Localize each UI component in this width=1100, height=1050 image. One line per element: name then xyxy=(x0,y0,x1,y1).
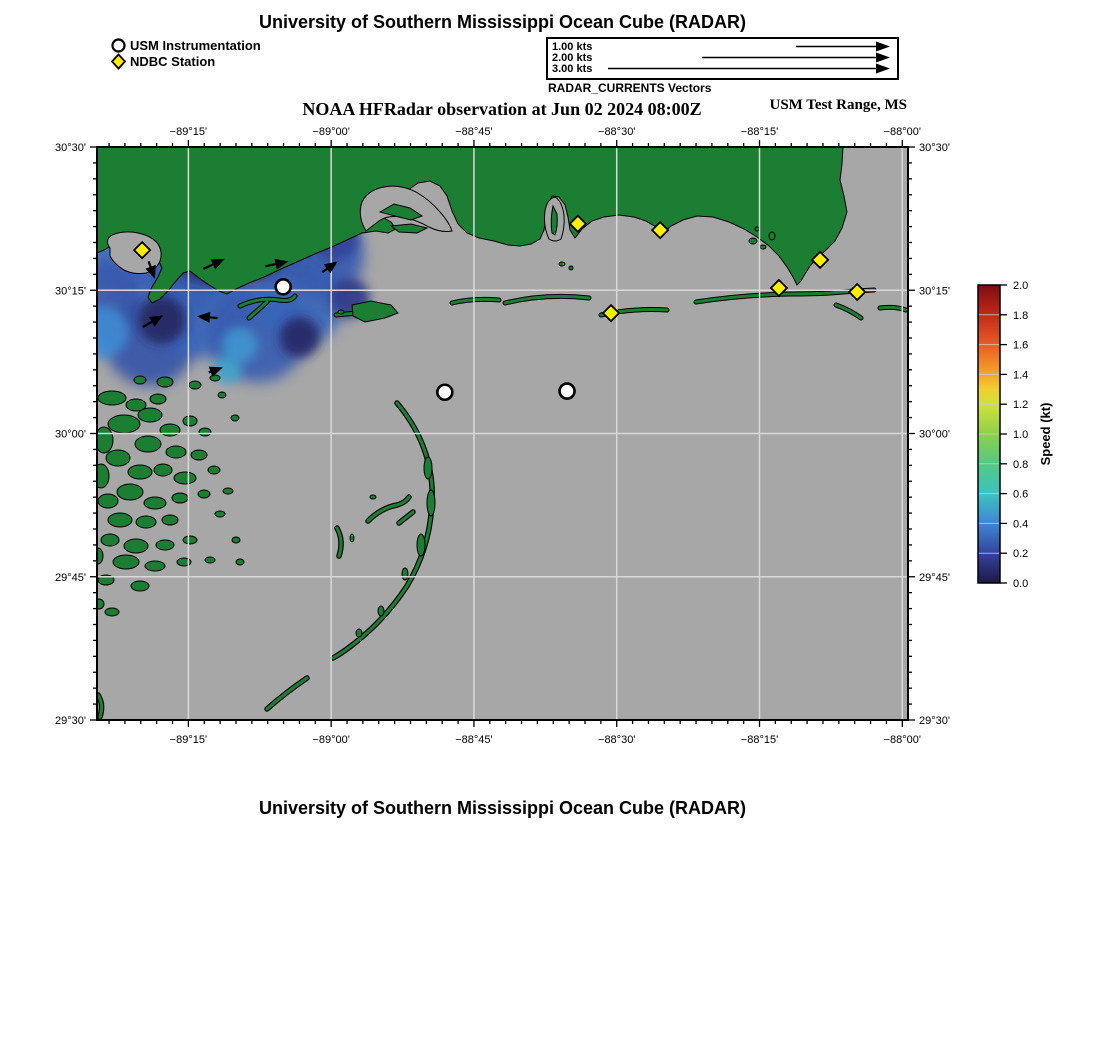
usm-instrument-marker xyxy=(276,279,291,294)
observation-subtitle: NOAA HFRadar observation at Jun 02 2024 08:00Z xyxy=(302,99,702,119)
lon-label-bottom: −88°30' xyxy=(598,734,636,746)
page-title-bottom: University of Southern Mississippi Ocean Cube (RADAR) xyxy=(258,798,747,818)
usm-instrument-marker xyxy=(560,384,575,399)
lon-label-bottom: −89°15' xyxy=(169,734,208,746)
vector-scale-box xyxy=(547,38,898,79)
colorbar-tick-label: 1.0 xyxy=(1013,429,1029,441)
colorbar-tick-label: 0.6 xyxy=(1013,488,1029,501)
scale-label-2kt: 2.00 kts xyxy=(552,52,593,64)
lon-label-top: −89°00' xyxy=(312,126,350,138)
lat-label-left: 30°15' xyxy=(55,285,86,298)
colorbar-title: Speed (kt) xyxy=(1038,402,1053,466)
legend-item-usm xyxy=(110,37,261,53)
lon-label-bottom: −88°15' xyxy=(740,734,779,746)
colorbar-tick-label: 1.2 xyxy=(1013,399,1029,412)
lon-label-top: −89°15' xyxy=(169,126,208,138)
legend-label-usm: USM Instrumentation xyxy=(130,37,261,53)
lat-label-right: 30°00' xyxy=(919,428,950,441)
scale-label-3kt: 3.00 kts xyxy=(552,63,593,75)
lon-label-bottom: −88°00' xyxy=(883,734,921,746)
colorbar-tick-label: 1.8 xyxy=(1013,309,1029,322)
usm-instrument-marker xyxy=(437,385,452,400)
lon-label-top: −88°15' xyxy=(740,126,779,138)
lat-label-left: 29°30' xyxy=(55,715,86,727)
ndbc-diamond-icon xyxy=(110,53,127,70)
speed-blob xyxy=(138,296,186,344)
lon-label-top: −88°45' xyxy=(455,126,493,138)
lat-label-right: 29°45' xyxy=(919,571,950,584)
colorbar-tick-label: 1.4 xyxy=(1013,369,1029,382)
lon-label-bottom: −88°45' xyxy=(455,734,493,746)
colorbar-tick-label: 1.6 xyxy=(1013,339,1029,352)
legend-label-ndbc: NDBC Station xyxy=(130,53,216,69)
lat-label-right: 29°30' xyxy=(919,715,950,727)
colorbar-tick-label: 0.2 xyxy=(1013,548,1029,561)
lat-label-right: 30°30' xyxy=(919,142,950,154)
lat-label-left: 30°00' xyxy=(55,428,86,441)
vector-scale-caption: RADAR_CURRENTS Vectors xyxy=(548,81,712,95)
colorbar xyxy=(978,280,1053,590)
lat-label-right: 30°15' xyxy=(919,285,950,298)
lat-label-left: 30°30' xyxy=(55,142,86,154)
usm-circle-icon xyxy=(110,37,127,54)
scale-label-1kt: 1.00 kts xyxy=(552,41,593,53)
range-label: USM Test Range, MS xyxy=(769,97,907,113)
page-title-top: University of Southern Mississippi Ocean Cube (RADAR) xyxy=(258,12,747,32)
speed-blob xyxy=(280,317,320,357)
lat-label-left: 29°45' xyxy=(55,571,86,584)
legend-item-ndbc xyxy=(110,53,215,69)
lon-label-top: −88°30' xyxy=(598,126,636,138)
lon-label-top: −88°00' xyxy=(883,126,921,138)
colorbar-tick-label: 0.8 xyxy=(1013,458,1029,471)
colorbar-tick-label: 2.0 xyxy=(1013,280,1029,292)
colorbar-tick-label: 0.4 xyxy=(1013,518,1029,531)
lon-label-bottom: −89°00' xyxy=(312,734,350,746)
speed-blob xyxy=(77,306,129,358)
colorbar-tick-label: 0.0 xyxy=(1013,578,1029,590)
